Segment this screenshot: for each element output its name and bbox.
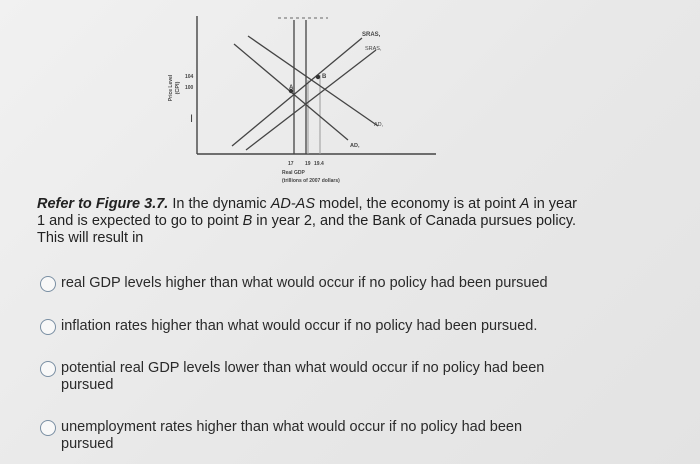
answer-option-3[interactable] [40, 360, 560, 394]
answer-option-1[interactable] [40, 275, 560, 292]
x-axis-title-line2: (trillions of 2007 dollars) [282, 178, 340, 184]
x-tick-19: 19 [305, 161, 311, 167]
sras-2-label: SRAS, [362, 32, 381, 38]
point-a-label: A [289, 85, 294, 91]
text-cursor-icon: I [190, 113, 194, 125]
y-axis-title-line1: Price Level [168, 74, 174, 102]
sras-2-line [232, 38, 362, 146]
figure-reference: Refer to Figure 3.7. [37, 196, 169, 212]
ad-as-graph [150, 8, 450, 193]
figure-3-7 [150, 8, 450, 193]
ad-2-line [248, 36, 378, 126]
sras-1-label: SRAS, [365, 46, 382, 52]
answer-option-4-label[interactable]: unemployment rates higher than what would occur if no policy had been pursued [61, 419, 523, 452]
y-tick-104: 104 [185, 74, 194, 80]
y-axis-title-line2: (CPI) [175, 81, 181, 95]
answer-option-1-label[interactable]: real GDP levels higher than what would occur if no policy had been pursued [61, 275, 548, 291]
question-part-4: in year 2, and the Bank of Canada pursues policy. This will result in [37, 213, 577, 246]
question-part-1: In the dynamic [168, 196, 271, 212]
point-b-dot [316, 75, 320, 79]
ad-2-label: AD, [374, 122, 384, 128]
sras-1-line [246, 50, 376, 150]
point-a-ref: A [519, 196, 530, 212]
answer-option-2[interactable] [40, 318, 560, 335]
radio-button-3[interactable] [40, 361, 56, 377]
radio-button-1[interactable] [40, 276, 56, 292]
answer-option-2-label[interactable]: inflation rates higher than what would occur if no policy had been pursued. [61, 318, 538, 334]
point-b-label: B [322, 74, 327, 80]
x-tick-17: 17 [288, 161, 294, 167]
y-tick-100: 100 [185, 85, 194, 91]
radio-button-4[interactable] [40, 420, 56, 436]
question-part-3: in year 1 and is expected to go to point [37, 196, 577, 229]
answer-option-4[interactable] [40, 419, 560, 453]
answer-option-3-label[interactable]: potential real GDP levels lower than what would occur if no policy had been pursued [61, 360, 545, 393]
question-part-2: model, the economy is at point [315, 196, 520, 212]
question-text [37, 196, 577, 247]
model-name: AD-AS [270, 196, 316, 212]
y-axis-title [168, 74, 181, 101]
radio-button-2[interactable] [40, 319, 56, 335]
x-axis-title-line1: Real GDP [282, 170, 305, 176]
x-tick-19-4: 19.4 [314, 161, 324, 167]
point-b-ref: B [242, 213, 253, 229]
ad-1-label: AD, [350, 143, 360, 149]
